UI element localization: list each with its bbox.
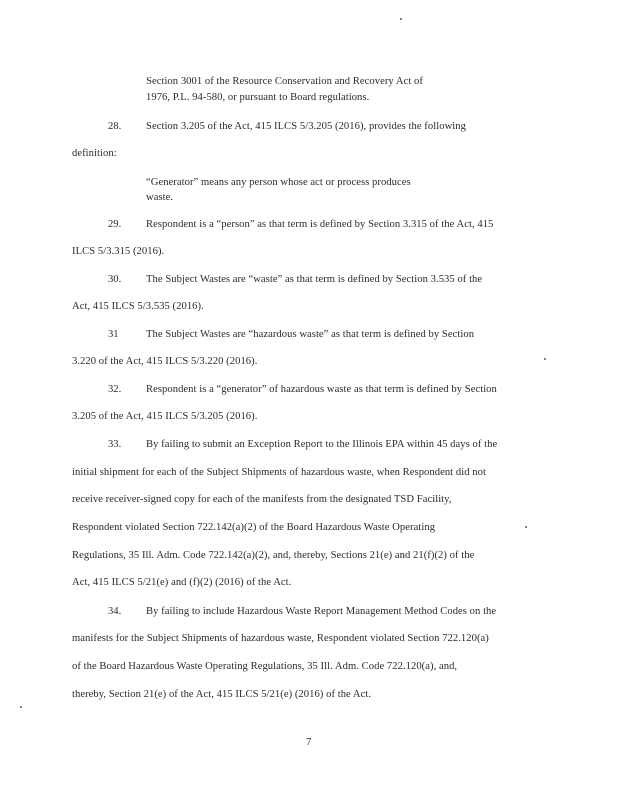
paragraph-number: 33.	[108, 439, 122, 450]
page-number: 7	[306, 736, 312, 748]
paragraph-line: manifests for the Subject Shipments of hazardous waste, Respondent violated Section 722.120(a)	[72, 633, 489, 644]
paragraph-number: 31	[108, 329, 119, 340]
paragraph-line: Respondent is a “person” as that term is defined by Section 3.315 of the Act, 415	[146, 219, 494, 230]
quote-line: 1976, P.L. 94-580, or pursuant to Board regulations.	[146, 92, 370, 103]
paragraph-line: 3.220 of the Act, 415 ILCS 5/3.220 (2016).	[72, 356, 258, 367]
paragraph-number: 28.	[108, 121, 122, 132]
paragraph-line: of the Board Hazardous Waste Operating Regulations, 35 Ill. Adm. Code 722.120(a), and,	[72, 661, 458, 672]
paragraph-line: thereby, Section 21(e) of the Act, 415 ILCS 5/21(e) (2016) of the Act.	[72, 689, 372, 700]
paragraph-line: Regulations, 35 Ill. Adm. Code 722.142(a)(2), and, thereby, Sections 21(e) and 21(f)(2) of the	[72, 550, 475, 561]
quote-line: Section 3001 of the Resource Conservation and Recovery Act of	[146, 76, 423, 87]
paragraph-line: The Subject Wastes are “waste” as that term is defined by Section 3.535 of the	[146, 274, 483, 285]
paragraph-line: By failing to submit an Exception Report to the Illinois EPA within 45 days of the	[146, 439, 498, 450]
paragraph-line: Respondent violated Section 722.142(a)(2) of the Board Hazardous Waste Operating	[72, 522, 436, 533]
paragraph-line: By failing to include Hazardous Waste Report Management Method Codes on the	[146, 606, 497, 617]
paragraph-line: Act, 415 ILCS 5/21(e) and (f)(2) (2016) of the Act.	[72, 577, 292, 588]
paragraph-line: Respondent is a “generator” of hazardous waste as that term is defined by Section	[146, 384, 497, 395]
quote-line: “Generator” means any person whose act or process produces	[146, 177, 411, 188]
paragraph-number: 29.	[108, 219, 122, 230]
quote-line: waste.	[146, 192, 174, 203]
paragraph-line: definition:	[72, 148, 117, 159]
paragraph-number: 30.	[108, 274, 122, 285]
scan-speck	[400, 18, 402, 20]
paragraph-line: Section 3.205 of the Act, 415 ILCS 5/3.205 (2016), provides the following	[146, 121, 466, 132]
paragraph-number: 34.	[108, 606, 122, 617]
paragraph-line: Act, 415 ILCS 5/3.535 (2016).	[72, 301, 204, 312]
scan-speck	[525, 526, 527, 528]
paragraph-line: ILCS 5/3.315 (2016).	[72, 246, 165, 257]
paragraph-number: 32.	[108, 384, 122, 395]
paragraph-line: initial shipment for each of the Subject Shipments of hazardous waste, when Respondent did not	[72, 467, 486, 478]
paragraph-line: 3.205 of the Act, 415 ILCS 5/3.205 (2016).	[72, 411, 258, 422]
scan-speck	[20, 706, 22, 708]
scan-speck	[544, 358, 546, 360]
paragraph-line: receive receiver-signed copy for each of the manifests from the designated TSD Facility,	[72, 494, 452, 505]
paragraph-line: The Subject Wastes are “hazardous waste” as that term is defined by Section	[146, 329, 475, 340]
